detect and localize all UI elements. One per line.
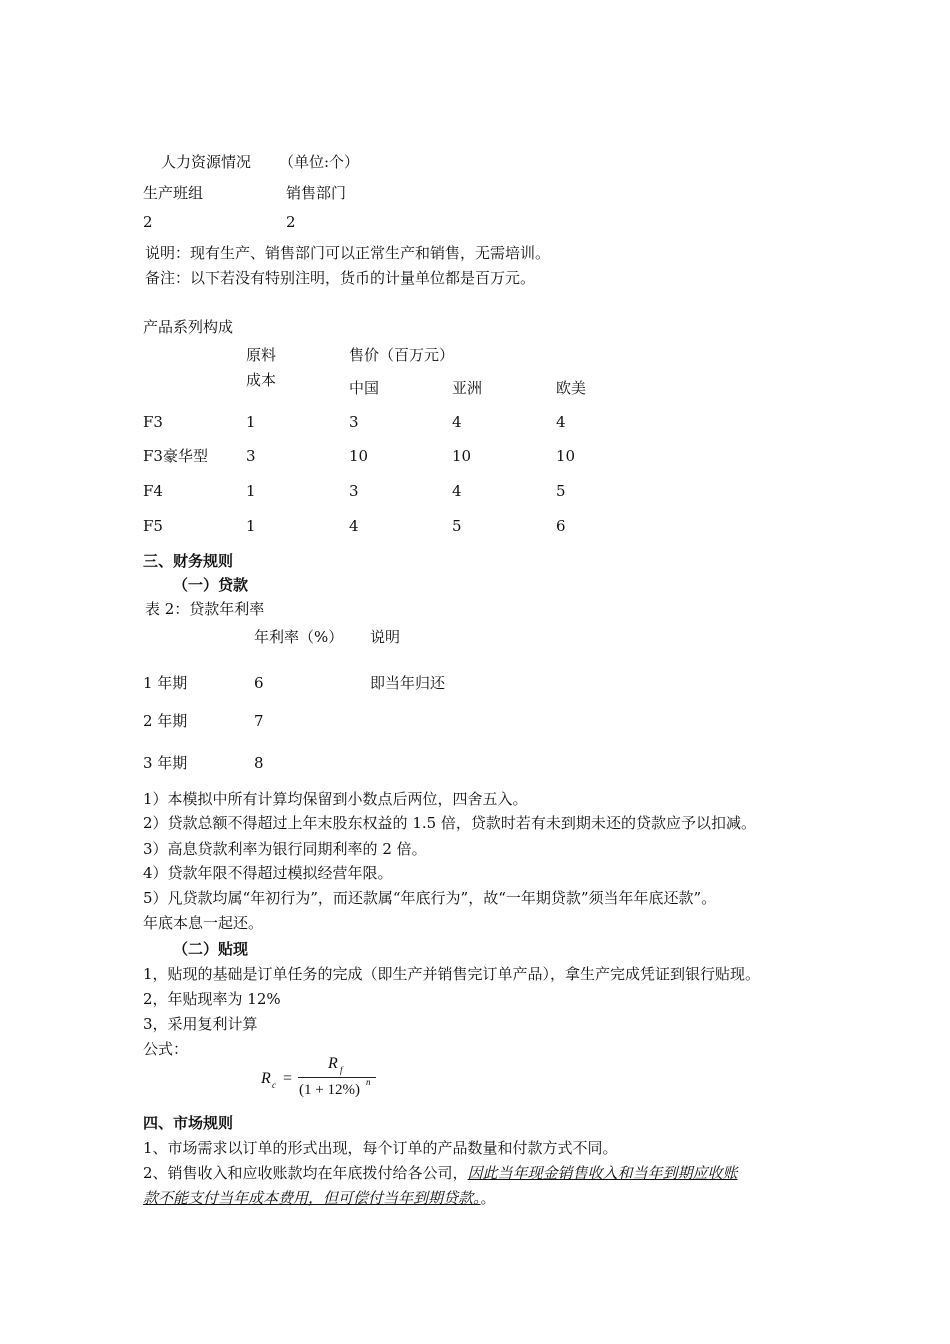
product-row-cost: 3: [246, 447, 256, 465]
loan-rule: 4）贷款年限不得超过模拟经营年限。: [143, 864, 393, 882]
products-header-europe-america: 欧美: [556, 379, 587, 397]
formula-equals: =: [283, 1070, 293, 1087]
loan-row-term: 2 年期: [143, 712, 188, 730]
discount-formula: [258, 1052, 388, 1104]
products-title: 产品系列构成: [143, 318, 234, 336]
loan-rule: 5）凡贷款均属“年初行为”，而还款属“年底行为”，故“一年期贷款”须当年年底还款”。: [143, 889, 717, 907]
hr-val-sales: 2: [286, 213, 296, 231]
currency-note: 备注：以下若没有特别注明，货币的计量单位都是百万元。: [145, 269, 536, 287]
product-row-price-china: 3: [349, 413, 359, 431]
market-rule: 1、市场需求以订单的形式出现，每个订单的产品数量和付款方式不同。: [143, 1139, 618, 1157]
formula-label: 公式：: [143, 1040, 189, 1058]
market-rule-2-text: 2、销售收入和应收账款均在年底拨付给各公司，: [143, 1164, 468, 1182]
loan-row-rate: 8: [254, 754, 264, 772]
loan-rule: 2）贷款总额不得超过上年末股东权益的 1.5 倍，贷款时若有未到期未还的贷款应予以扣减。: [143, 814, 756, 832]
products-header-cost-2: 成本: [246, 371, 277, 389]
loan-rule: 1）本模拟中所有计算均保留到小数点后两位，四舍五入。: [143, 790, 528, 808]
product-row-price-asia: 4: [452, 413, 462, 431]
loan-row-term: 3 年期: [143, 754, 188, 772]
product-row-name: F5: [143, 517, 163, 535]
hr-col-production: 生产班组: [143, 184, 204, 202]
products-header-asia: 亚洲: [452, 379, 483, 397]
product-row-price-asia: 4: [452, 482, 462, 500]
formula-denominator-exponent: n: [366, 1077, 371, 1087]
market-rule-2-line-1: [143, 1166, 738, 1181]
hr-note: 说明：现有生产、销售部门可以正常生产和销售，无需培训。: [145, 244, 551, 262]
loan-row-note: 即当年归还: [370, 674, 446, 692]
product-row-price-china: 3: [349, 482, 359, 500]
market-rule-2-line-2: [143, 1191, 496, 1206]
market-rule-2-emphasis: 款不能支付当年成本费用，但可偿付当年到期贷款。: [143, 1189, 481, 1207]
products-header-cost-1: 原料: [246, 346, 277, 364]
loan-heading: （一）贷款: [173, 576, 249, 594]
hr-title: 人力资源情况: [161, 153, 252, 171]
product-row-price-eu: 5: [556, 482, 566, 500]
product-row-price-eu: 10: [556, 447, 576, 465]
formula-lhs: R: [261, 1070, 271, 1087]
product-row-price-asia: 5: [452, 517, 462, 535]
product-row-price-eu: 6: [556, 517, 566, 535]
product-row-name: F4: [143, 482, 163, 500]
product-row-price-china: 10: [349, 447, 369, 465]
product-row-cost: 1: [246, 413, 256, 431]
loan-header-note: 说明: [370, 628, 401, 646]
product-row-cost: 1: [246, 517, 256, 535]
market-rule-2-end: 。: [480, 1189, 496, 1207]
loan-rule: 年底本息一起还。: [143, 914, 264, 932]
hr-unit: （单位:个）: [279, 153, 360, 171]
product-row-cost: 1: [246, 482, 256, 500]
products-header-china: 中国: [349, 379, 380, 397]
formula-lhs-subscript: c: [272, 1080, 276, 1090]
product-row-price-china: 4: [349, 517, 359, 535]
formula-fraction-bar: [298, 1077, 376, 1078]
finance-heading: 三、财务规则: [143, 552, 234, 570]
loan-row-rate: 7: [254, 712, 264, 730]
product-row-price-asia: 10: [452, 447, 472, 465]
formula-numerator: R: [328, 1055, 338, 1072]
loan-rule: 3）高息贷款利率为银行同期利率的 2 倍。: [143, 840, 427, 858]
formula-numerator-subscript: f: [340, 1065, 343, 1075]
products-header-price: 售价（百万元）: [349, 346, 455, 364]
hr-col-sales: 销售部门: [286, 184, 347, 202]
loan-header-rate: 年利率（%）: [254, 628, 344, 646]
discount-rule: 2，年贴现率为 12%: [143, 990, 281, 1008]
formula-denominator: (1 + 12%): [299, 1082, 360, 1098]
market-heading: 四、市场规则: [143, 1114, 234, 1132]
discount-heading: （二）贴现: [173, 940, 249, 958]
product-row-price-eu: 4: [556, 413, 566, 431]
product-row-name: F3豪华型: [143, 447, 208, 465]
loan-table-title: 表 2：贷款年利率: [145, 600, 265, 618]
loan-row-rate: 6: [254, 674, 264, 692]
hr-val-production: 2: [143, 213, 153, 231]
product-row-name: F3: [143, 413, 163, 431]
market-rule-2-emphasis: 因此当年现金销售收入和当年到期应收账: [467, 1164, 738, 1182]
discount-rule: 3，采用复利计算: [143, 1015, 258, 1033]
discount-rule: 1，贴现的基础是订单任务的完成（即生产并销售完订单产品），拿生产完成凭证到银行贴现。: [143, 965, 761, 983]
loan-row-term: 1 年期: [143, 674, 188, 692]
